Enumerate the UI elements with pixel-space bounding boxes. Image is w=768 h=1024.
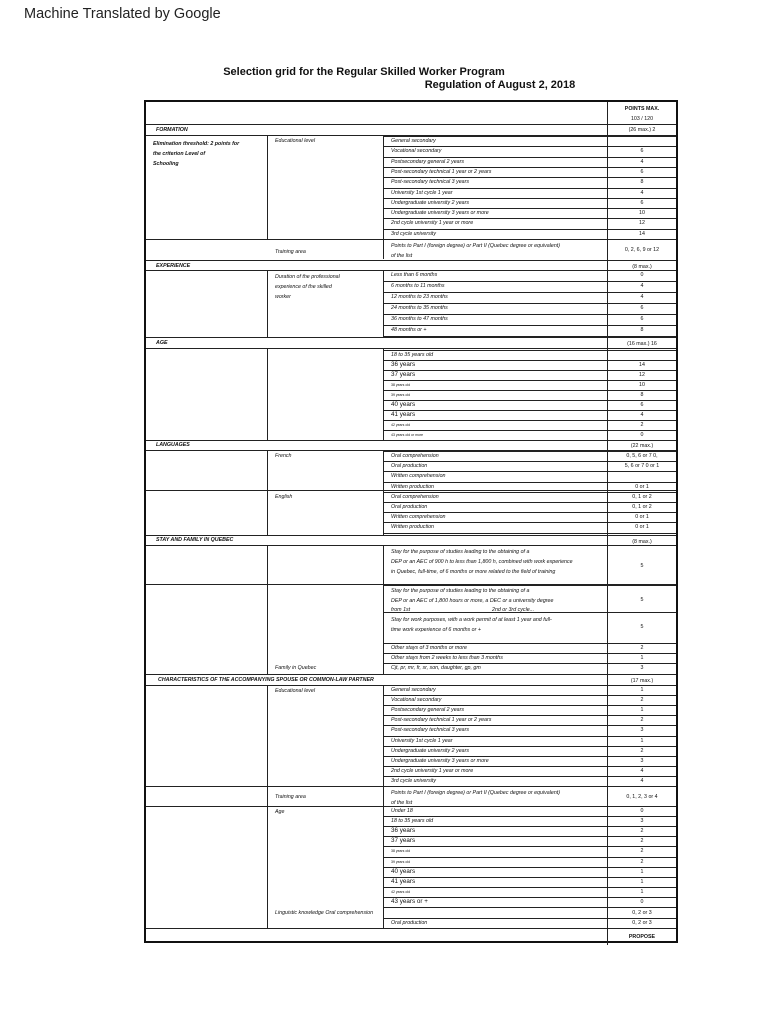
- option-label: Written comprehension: [391, 514, 446, 521]
- points-value: 3: [640, 757, 644, 764]
- option-label: 37 years: [391, 371, 416, 378]
- row-rule: [383, 461, 676, 462]
- row-rule: [383, 281, 676, 282]
- option-label: Written production: [391, 483, 434, 490]
- option-label: General secondary: [391, 138, 436, 144]
- points-value: 10: [639, 210, 645, 217]
- points-value: 0: [640, 432, 644, 438]
- section-title: AGE: [156, 340, 168, 346]
- points-value: 6: [640, 316, 644, 322]
- option-text: 2nd or 3rd cycle...: [492, 607, 535, 613]
- row-rule: [383, 370, 676, 371]
- points-value: 5: [640, 597, 644, 603]
- row-rule: [383, 325, 676, 326]
- points-value: 14: [639, 230, 645, 237]
- option-text: DEP or an AEC of 900 h to less than 1,800 h, combined with work experience: [391, 559, 573, 565]
- row-rule: [383, 360, 676, 361]
- section-max: (16 max.) 16: [627, 341, 657, 347]
- points-value: 3: [640, 818, 644, 825]
- points-value: 4: [640, 767, 644, 774]
- criteria-text: Schooling: [153, 161, 179, 167]
- row-rule: [383, 907, 676, 908]
- row-rule: [383, 746, 676, 747]
- points-value: 0, 1 or 2: [632, 504, 652, 510]
- column-divider: [267, 545, 268, 674]
- option-label: Cjt, pr, mr, fr, sr, son, daughter, gp, gm: [391, 665, 481, 671]
- criteria-text: the criterion Level of: [153, 151, 206, 157]
- criteria-text: Elimination threshold: 2 points for: [153, 141, 240, 147]
- section-max: (22 max.): [630, 443, 654, 449]
- row-rule: [383, 806, 676, 807]
- points-value: 0, 5, 6 or 7 0,: [626, 453, 658, 459]
- option-label: 3rd cycle university: [391, 777, 437, 784]
- option-label: Undergraduate university 3 years or more: [391, 210, 489, 217]
- rule: [146, 348, 676, 349]
- row-rule: [383, 177, 676, 178]
- row-rule: [383, 390, 676, 391]
- criteria-text: experience of the skilled: [275, 284, 332, 290]
- points-value: 12: [639, 372, 645, 378]
- points-value: 12: [639, 220, 645, 227]
- points-value: 2: [640, 828, 644, 835]
- points-value: 0: [640, 898, 644, 905]
- option-label: 40 years: [391, 867, 416, 875]
- option-label: 39 years old: [391, 859, 411, 864]
- points-value: 2: [640, 858, 644, 865]
- option-text: DEP or an AEC of 1,800 hours or more, a DEC or a university degree: [391, 598, 554, 604]
- section-title: STAY AND FAMILY IN QUEBEC: [156, 537, 234, 543]
- row-rule: [383, 715, 676, 716]
- points-value: 1: [640, 707, 644, 714]
- points-value: 3: [640, 727, 644, 734]
- points-value: 1: [640, 878, 644, 885]
- points-value: 0, 2 or 3: [632, 920, 652, 926]
- option-label: 43 years or +: [391, 897, 428, 905]
- row-rule: [383, 766, 676, 767]
- option-label: 37 years: [391, 837, 416, 845]
- points-value: 4: [640, 158, 644, 165]
- row-rule: [383, 350, 676, 351]
- criterion-label: Educational level: [275, 138, 316, 144]
- document-subtitle: Regulation of August 2, 2018: [424, 79, 576, 91]
- points-value: 5: [640, 563, 644, 569]
- option-text: from 1st: [391, 607, 411, 613]
- points-value: 8: [640, 392, 644, 398]
- points-value: 0: [640, 272, 644, 278]
- option-label: Post-secondary technical 1 year or 2 years: [391, 717, 492, 724]
- option-label: 18 to 35 years old: [391, 818, 434, 825]
- criterion-label: Training area: [275, 794, 306, 800]
- criterion-label: Educational level: [275, 688, 316, 694]
- row-rule: [383, 303, 676, 304]
- row-rule: [383, 512, 676, 513]
- criterion-label: French: [275, 453, 292, 459]
- points-value: 4: [640, 294, 644, 300]
- option-label: Under 18: [391, 808, 413, 814]
- option-label: 42 years old: [391, 423, 411, 427]
- rule: [146, 260, 676, 261]
- option-label: 39 years old: [391, 393, 411, 397]
- option-text: Stay for the purpose of studies leading to the obtaining of a: [391, 549, 530, 555]
- row-rule: [383, 167, 676, 168]
- points-value: 2: [640, 747, 644, 754]
- points-value: 8: [640, 327, 644, 333]
- points-value: 0, 1, 2, 3 or 4: [626, 794, 658, 800]
- criterion-label: Linguistic knowledge Oral comprehension: [275, 910, 374, 916]
- option-label: Undergraduate university 2 years: [391, 747, 470, 754]
- option-label: Other stays from 2 weeks to less than 3 months: [391, 655, 503, 661]
- row-rule: [383, 816, 676, 817]
- row-rule: [383, 336, 676, 337]
- points-value: 0: [640, 808, 644, 814]
- row-rule: [383, 270, 676, 271]
- row-rule: [383, 585, 676, 586]
- option-label: 6 months to 11 months: [391, 283, 445, 289]
- row-rule: [383, 705, 676, 706]
- option-label: 36 months to 47 months: [391, 316, 448, 322]
- option-label: University 1st cycle 1 year: [391, 737, 453, 744]
- option-label: Written comprehension: [391, 473, 446, 480]
- section-title: EXPERIENCE: [156, 263, 191, 269]
- row-rule: [383, 492, 676, 493]
- row-rule: [383, 756, 676, 757]
- option-label: Oral production: [391, 920, 428, 926]
- points-value: 6: [640, 148, 644, 155]
- rule: [146, 545, 676, 546]
- row-rule: [383, 314, 676, 315]
- points-value: 1: [640, 868, 644, 875]
- row-rule: [383, 430, 676, 431]
- row-rule: [383, 471, 676, 472]
- points-value: 4: [640, 412, 644, 418]
- criteria-text: Duration of the professional: [275, 274, 340, 280]
- option-label: General secondary: [391, 687, 436, 693]
- option-label: 2nd cycle university 1 year or more: [391, 220, 474, 227]
- option-label: 38 years old: [391, 383, 411, 387]
- row-rule: [383, 846, 676, 847]
- option-label: 24 months to 35 months: [391, 305, 448, 311]
- option-label: Oral production: [391, 504, 428, 510]
- option-text: Stay for work purposes, with a work permit of at least 1 year and full-: [391, 617, 552, 623]
- points-value: 1: [640, 655, 644, 661]
- points-value: 2: [640, 848, 644, 855]
- option-label: Undergraduate university 2 years: [391, 199, 470, 206]
- points-value: 4: [640, 777, 644, 784]
- option-label: Undergraduate university 3 years or more: [391, 757, 489, 764]
- row-rule: [383, 522, 676, 523]
- row-rule: [383, 502, 676, 503]
- option-text: Points to Part I (foreign degree) or Part II (Quebec degree or equivalent): [391, 790, 561, 796]
- points-value: 4: [640, 283, 644, 289]
- section-max: (8 max.): [632, 539, 652, 545]
- selection-grid-table: [144, 100, 678, 943]
- row-rule: [383, 836, 676, 837]
- option-label: 38 years old: [391, 849, 411, 854]
- points-value: 1: [640, 687, 644, 693]
- option-text: of the list: [391, 800, 413, 806]
- option-text: Stay for the purpose of studies leading to the obtaining of a: [391, 588, 530, 594]
- points-value: 2: [640, 697, 644, 704]
- points-max-header: POINTS MAX.: [624, 106, 660, 112]
- row-rule: [383, 292, 676, 293]
- option-label: Vocational secondary: [391, 148, 442, 155]
- column-divider: [383, 348, 384, 440]
- column-divider: [267, 135, 268, 239]
- points-value: 2: [640, 645, 644, 651]
- option-label: 41 years: [391, 411, 416, 418]
- row-rule: [383, 643, 676, 644]
- row-rule: [383, 695, 676, 696]
- column-divider: [267, 450, 268, 535]
- machine-translated-banner: Machine Translated by Google: [24, 6, 221, 22]
- option-label: Oral comprehension: [391, 493, 439, 500]
- points-value: 4: [640, 189, 644, 196]
- rule: [146, 124, 676, 125]
- points-value: 0, 2 or 3: [632, 910, 652, 916]
- points-value: 5, 6 or 7 0 or 1: [624, 463, 660, 470]
- criterion-label: Age: [275, 809, 285, 815]
- row-rule: [383, 136, 676, 137]
- row-rule: [383, 928, 676, 929]
- points-value: 6: [640, 168, 644, 175]
- column-divider: [267, 270, 268, 337]
- option-label: University 1st cycle 1 year: [391, 189, 453, 196]
- option-label: Post-secondary technical 3 years: [391, 179, 470, 186]
- option-label: Post-secondary technical 3 years: [391, 727, 470, 734]
- row-rule: [383, 380, 676, 381]
- option-label: Vocational secondary: [391, 697, 442, 704]
- row-rule: [383, 400, 676, 401]
- option-label: 3rd cycle university: [391, 230, 437, 237]
- row-rule: [383, 826, 676, 827]
- points-total: 103 / 120: [630, 116, 654, 122]
- row-rule: [383, 188, 676, 189]
- points-value: 8: [640, 179, 644, 186]
- option-label: 12 months to 23 months: [391, 294, 448, 300]
- column-divider: [267, 348, 268, 440]
- rule: [146, 535, 676, 536]
- section-title: CHARACTERISTICS OF THE ACCOMPANYING SPOUSE OR COMMON-LAW PARTNER: [158, 677, 374, 683]
- option-label: 48 months or +: [391, 327, 427, 333]
- rule: [146, 674, 676, 675]
- section-title: FORMATION: [156, 127, 188, 133]
- row-rule: [383, 653, 676, 654]
- points-value: 6: [640, 402, 644, 408]
- row-rule: [383, 725, 676, 726]
- row-rule: [383, 786, 676, 787]
- points-value: 6: [640, 305, 644, 311]
- row-rule: [383, 198, 676, 199]
- row-rule: [383, 867, 676, 868]
- points-value: 0 or 1: [635, 483, 649, 490]
- option-label: Other stays of 3 months or more: [391, 645, 467, 651]
- column-divider: [267, 685, 268, 928]
- option-label: 43 years old or more: [391, 433, 424, 437]
- propose-label: PROPOSE: [628, 934, 656, 940]
- row-rule: [383, 451, 676, 452]
- points-value: 2: [640, 422, 644, 428]
- option-label: 42 years old: [391, 889, 411, 894]
- rule: [146, 337, 676, 338]
- row-rule: [383, 533, 676, 534]
- option-label: 36 years: [391, 361, 416, 368]
- option-label: 41 years: [391, 877, 416, 885]
- row-rule: [383, 440, 676, 441]
- document-title: Selection grid for the Regular Skilled Worker Program: [223, 66, 505, 78]
- option-text: of the list: [391, 253, 413, 259]
- points-value: 2: [640, 838, 644, 845]
- option-label: Oral production: [391, 463, 428, 470]
- points-value: 1: [640, 737, 644, 744]
- points-value: 10: [639, 382, 645, 388]
- row-rule: [383, 685, 676, 686]
- option-label: Written production: [391, 524, 434, 531]
- row-rule: [383, 663, 676, 664]
- section-max: (8 max.): [632, 264, 652, 270]
- points-value: 0, 2, 6, 9 or 12: [624, 247, 660, 253]
- row-rule: [383, 887, 676, 888]
- points-value: 5: [640, 624, 644, 630]
- section-title: LANGUAGES: [156, 442, 190, 448]
- row-rule: [383, 218, 676, 219]
- criterion-label: Training area: [275, 249, 306, 255]
- option-label: Postsecondary general 2 years: [391, 158, 465, 165]
- row-rule: [383, 146, 676, 147]
- row-rule: [383, 482, 676, 483]
- option-label: 40 years: [391, 401, 416, 408]
- row-rule: [383, 877, 676, 878]
- points-value: 3: [640, 665, 644, 671]
- option-text: Points to Part I (foreign degree) or Part II (Quebec degree or equivalent): [391, 243, 561, 249]
- criterion-label: Family in Quebec: [275, 665, 317, 671]
- option-text: time work experience of 6 months or +: [391, 627, 481, 633]
- points-value: 0, 1 or 2: [632, 493, 652, 500]
- option-label: 18 to 35 years old: [391, 352, 434, 358]
- row-rule: [383, 776, 676, 777]
- points-value: 0 or 1: [635, 524, 649, 531]
- column-divider: [383, 545, 384, 674]
- points-value: 14: [639, 362, 645, 368]
- row-rule: [383, 239, 676, 240]
- row-rule: [383, 410, 676, 411]
- section-max: (26 max.) 2: [628, 127, 656, 133]
- row-rule: [383, 420, 676, 421]
- row-rule: [383, 857, 676, 858]
- points-value: 6: [640, 199, 644, 206]
- points-value: 2: [640, 717, 644, 724]
- section-max: (17 max.): [630, 678, 654, 684]
- criteria-text: worker: [275, 294, 291, 300]
- row-rule: [383, 157, 676, 158]
- criterion-label: English: [275, 494, 293, 500]
- option-label: Less than 6 months: [391, 272, 438, 278]
- option-label: Postsecondary general 2 years: [391, 707, 465, 714]
- option-label: Post-secondary technical 1 year or 2 years: [391, 168, 492, 175]
- points-value: 1: [640, 888, 644, 895]
- row-rule: [383, 736, 676, 737]
- row-rule: [383, 918, 676, 919]
- option-label: Oral comprehension: [391, 453, 439, 459]
- points-value: 0 or 1: [635, 514, 649, 521]
- option-label: 36 years: [391, 827, 416, 835]
- option-label: 2nd cycle university 1 year or more: [391, 767, 474, 774]
- option-text: in Quebec, full-time, of 6 months or more related to the field of training: [391, 569, 556, 575]
- row-rule: [383, 208, 676, 209]
- row-rule: [383, 229, 676, 230]
